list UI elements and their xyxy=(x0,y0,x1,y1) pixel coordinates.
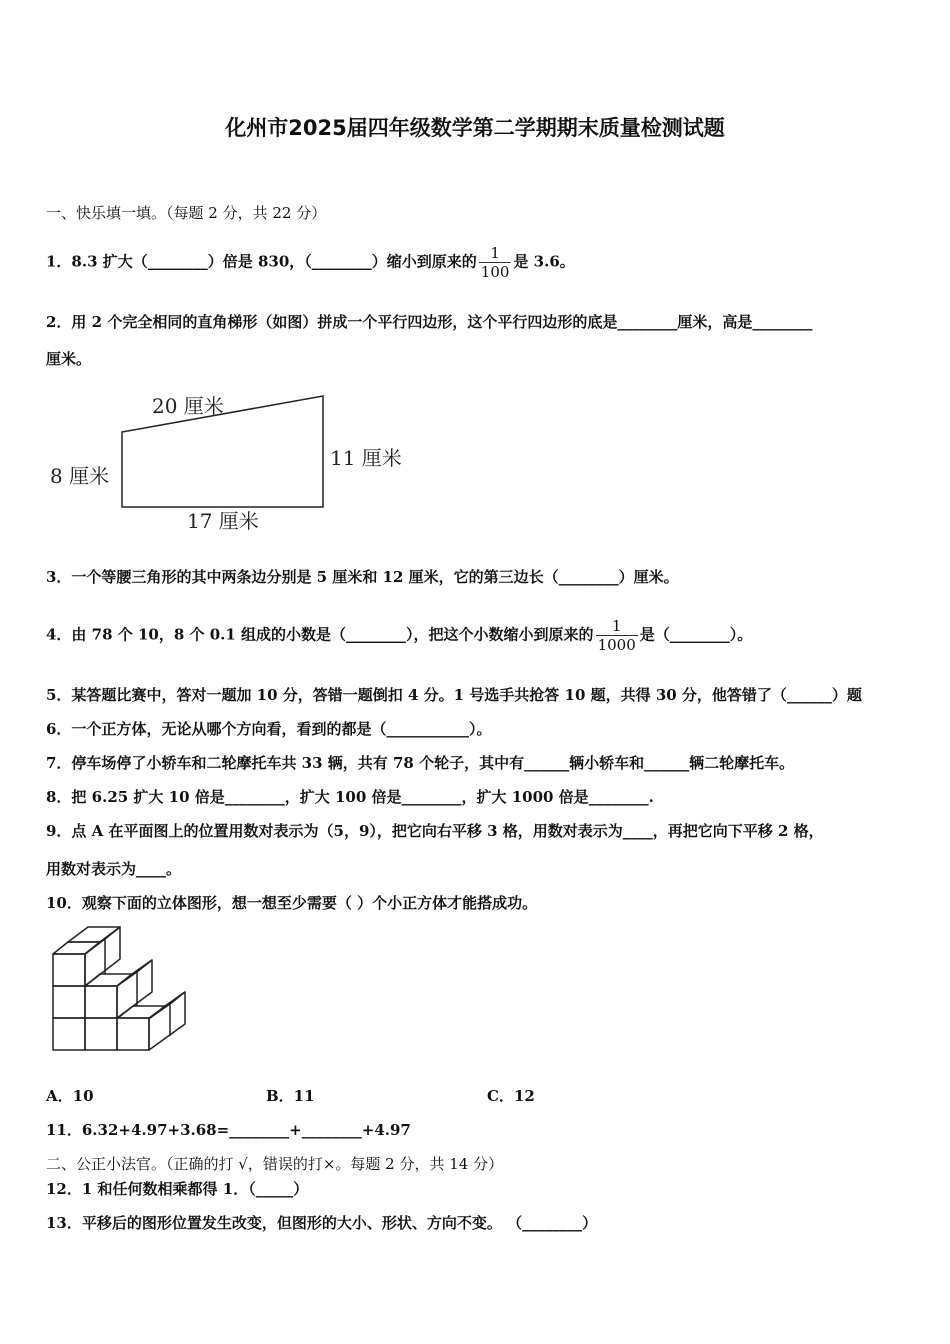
fraction-denominator: 100 xyxy=(480,263,510,281)
option-a: A．10 xyxy=(46,1087,94,1105)
question-7: 7．停车场停了小轿车和二轮摩托车共 33 辆，共有 78 个轮子，其中有______辆小轿车和______辆二轮摩托车。 xyxy=(46,754,795,772)
question-8: 8．把 6.25 扩大 10 倍是________，扩大 100 倍是________，扩大 1000 倍是________. xyxy=(46,788,654,806)
question-9-line-2: 用数对表示为____。 xyxy=(46,860,182,878)
trapezoid-figure xyxy=(40,380,420,540)
cube-top-face xyxy=(68,927,120,942)
question-12: 12．1 和任何数相乘都得 1．（_____） xyxy=(46,1180,309,1198)
question-4-suffix: 是（________）。 xyxy=(639,625,753,644)
cube-side-face xyxy=(85,927,120,986)
option-b: B．11 xyxy=(266,1087,315,1105)
label-left-side: 8 厘米 xyxy=(50,464,110,488)
fraction-numerator: 1 xyxy=(490,244,500,262)
cube-front-face xyxy=(53,1018,85,1050)
question-9-line-1: 9．点 A 在平面图上的位置用数对表示为（5，9），把它向右平移 3 格，用数对表示为____，再把它向下平移 2 格， xyxy=(46,822,824,840)
fraction-numerator: 1 xyxy=(611,617,622,635)
cube-front-face xyxy=(85,986,117,1018)
option-c: C．12 xyxy=(487,1087,535,1105)
section-heading-2: 二、公正小法官。（正确的打 √，错误的打×。每题 2 分，共 14 分） xyxy=(46,1155,504,1173)
question-10: 10．观察下面的立体图形，想一想至少需要（ ）个小正方体才能搭成功。 xyxy=(46,894,538,912)
page-title: 化州市2025届四年级数学第二学期期末质量检测试题 xyxy=(225,116,725,140)
question-1-suffix: 是 3.6。 xyxy=(513,252,575,271)
question-1 xyxy=(46,244,575,281)
cube-front-face xyxy=(53,954,85,986)
label-bottom-side: 17 厘米 xyxy=(187,509,259,533)
question-5: 5．某答题比赛中，答对一题加 10 分，答错一题倒扣 4 分。1 号选手共抢答 10 题，共得 30 分，他答错了（______）题 xyxy=(46,686,862,704)
question-6: 6．一个正方体，无论从哪个方向看，看到的都是（___________）。 xyxy=(46,720,492,738)
cube-front-face xyxy=(85,1018,117,1050)
question-13: 13．平移后的图形位置发生改变，但图形的大小、形状、方向不变。 （________） xyxy=(46,1214,598,1232)
question-3: 3．一个等腰三角形的其中两条边分别是 5 厘米和 12 厘米，它的第三边长（________）厘米。 xyxy=(46,568,679,586)
label-top-side: 20 厘米 xyxy=(152,394,224,418)
label-right-side: 11 厘米 xyxy=(330,446,402,470)
question-11: 11．6.32+4.97+3.68=________+________+4.97 xyxy=(46,1121,411,1139)
fraction-1-1000 xyxy=(596,617,638,654)
fraction-denominator: 1000 xyxy=(597,636,636,654)
cube-front-face xyxy=(53,986,85,1018)
cube-front-face xyxy=(117,1018,149,1050)
question-2-line-2: 厘米。 xyxy=(46,350,92,368)
section-heading-1: 一、快乐填一填。（每题 2 分，共 22 分） xyxy=(46,204,327,222)
question-2-line-1: 2．用 2 个完全相同的直角梯形（如图）拼成一个平行四边形，这个平行四边形的底是________厘米，高是________ xyxy=(46,313,813,331)
question-4-prefix: 4．由 78 个 10，8 个 0.1 组成的小数是（________），把这个小数缩小到原来的 xyxy=(46,625,594,644)
cube-side-face xyxy=(149,992,185,1050)
cube-stack-figure xyxy=(48,922,193,1057)
question-1-prefix: 1．8.3 扩大（________）倍是 830，（________）缩小到原来的 xyxy=(46,252,477,271)
question-4 xyxy=(46,617,752,654)
cube-side-face xyxy=(117,960,152,1018)
fraction-1-100 xyxy=(479,244,512,281)
